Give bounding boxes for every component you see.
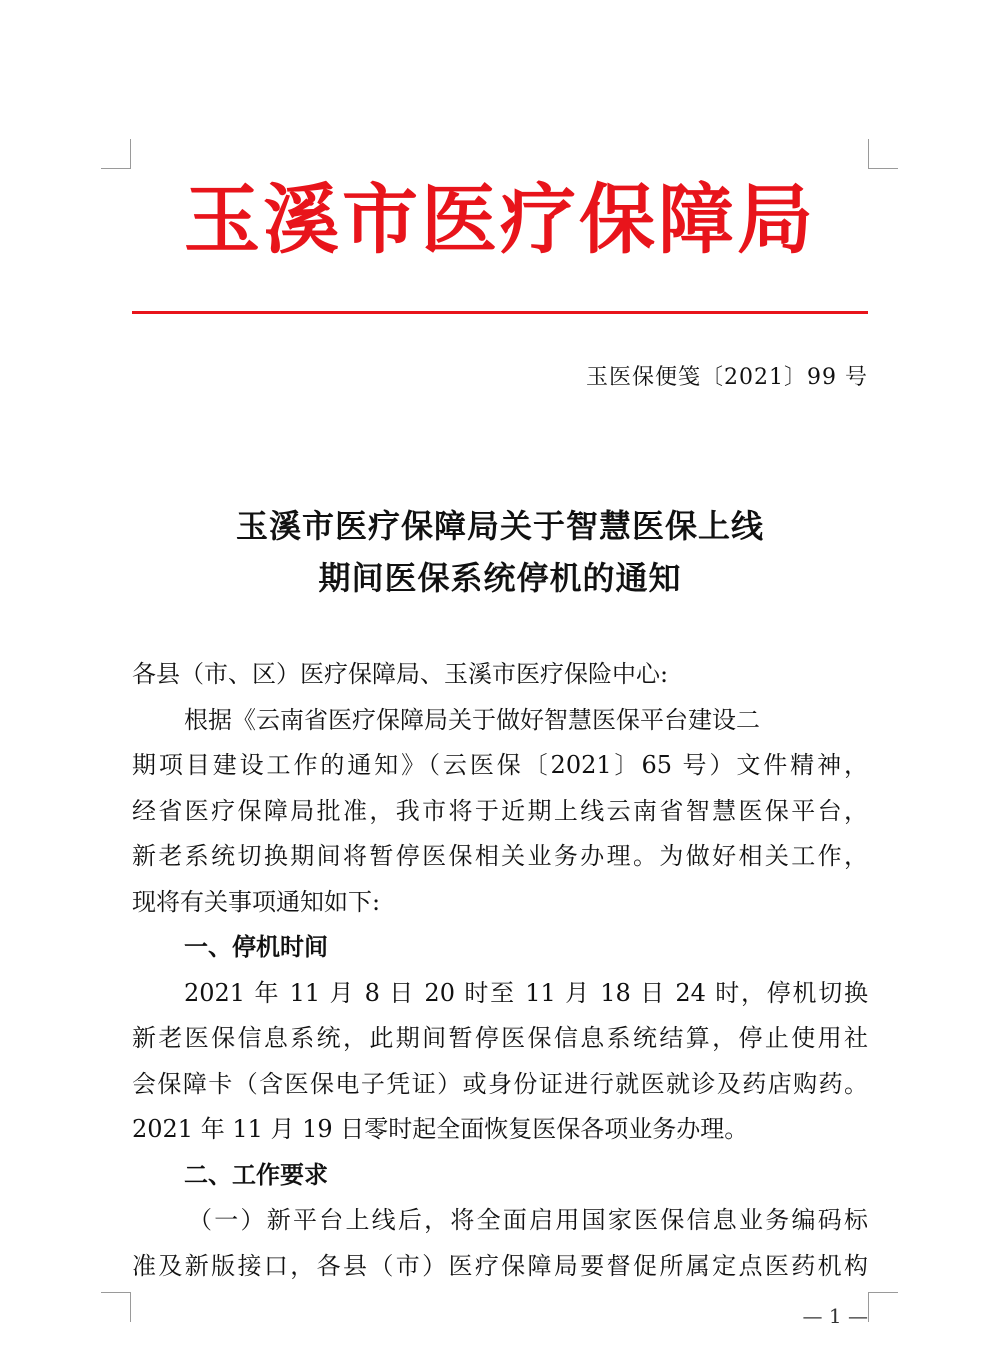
section-1-line-1: 2021 年 11 月 8 日 20 时至 11 月 18 日 24 时，停机切换	[184, 978, 868, 1007]
intro-line-1: 根据《云南省医疗保障局关于做好智慧医保平台建设二	[184, 705, 760, 734]
section-2-line-2: 准及新版接口，各县（市）医疗保障局要督促所属定点医药机构	[132, 1251, 868, 1280]
document-title-line-1: 玉溪市医疗保障局关于智慧医保上线	[235, 507, 764, 545]
intro-line-4: 新老系统切换期间将暂停医保相关业务办理。为做好相关工作，	[132, 842, 868, 870]
intro-line-2: 期项目建设工作的通知》（云医保〔2021〕65 号）文件精神，	[132, 751, 868, 779]
section-1-line-3: 会保障卡（含医保电子凭证）或身份证进行就医就诊及药店购药。	[132, 1069, 868, 1098]
page-number: — 1 —	[802, 1304, 868, 1328]
section-2-line-1: （一）新平台上线后，将全面启用国家医保信息业务编码标	[188, 1206, 868, 1234]
section-1-line-4: 2021 年 11 月 19 日零时起全面恢复医保各项业务办理。	[132, 1115, 749, 1143]
document-number: 玉医保便笺〔2021〕99 号	[586, 365, 868, 390]
document-body	[132, 652, 868, 1289]
crop-mark-top-right	[868, 139, 898, 169]
crop-mark-bottom-right	[868, 1292, 898, 1322]
document-title	[132, 500, 868, 604]
document-title-line-2: 期间医保系统停机的通知	[318, 559, 682, 597]
intro-line-3: 经省医疗保障局批准，我市将于近期上线云南省智慧医保平台，	[132, 796, 868, 825]
crop-mark-top-left	[101, 139, 131, 169]
salutation: 各县（市、区）医疗保障局、玉溪市医疗保险中心:	[132, 660, 669, 688]
crop-mark-bottom-left	[101, 1292, 131, 1322]
section-1-heading: 一、停机时间	[184, 933, 328, 961]
letterhead-red-rule	[132, 311, 868, 314]
section-2-heading: 二、工作要求	[184, 1160, 328, 1189]
intro-line-5: 现将有关事项通知如下:	[132, 887, 381, 916]
organization-letterhead: 玉溪市医疗保障局	[184, 175, 816, 264]
section-1-line-2: 新老医保信息系统，此期间暂停医保信息系统结算，停止使用社	[132, 1024, 868, 1052]
